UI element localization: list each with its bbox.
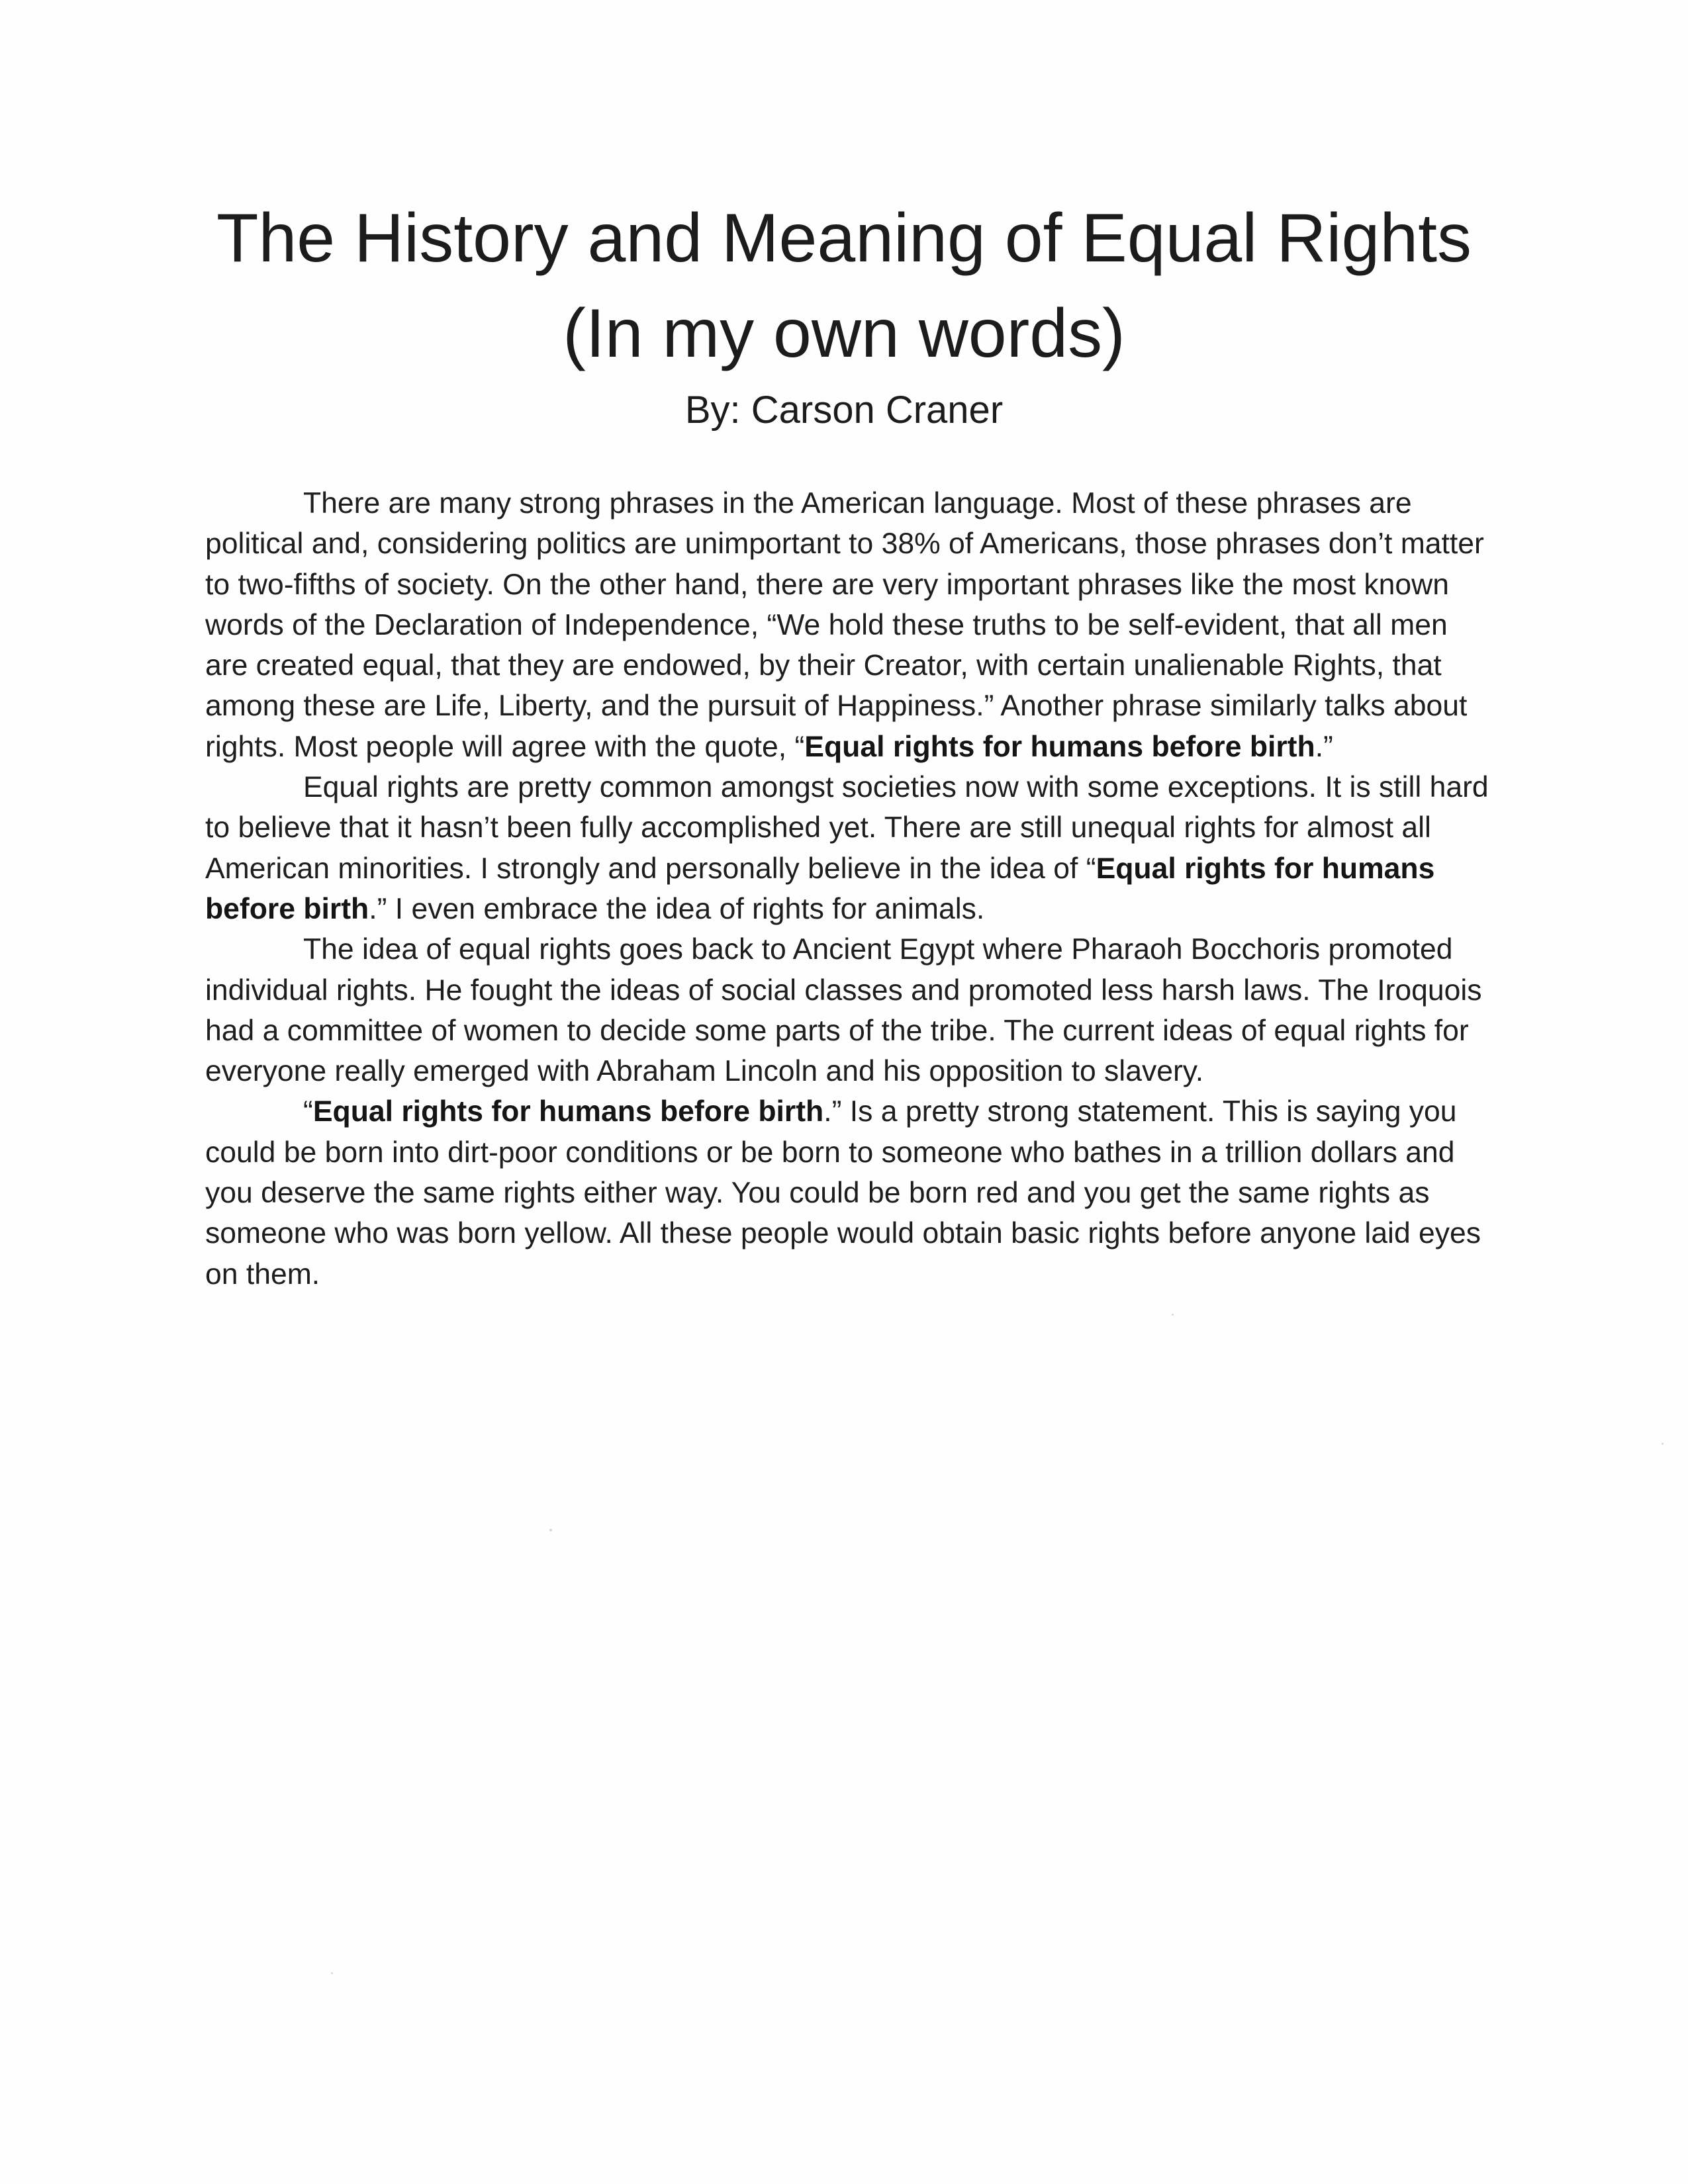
- document-title: The History and Meaning of Equal Rights (In my own words): [216, 200, 1472, 372]
- document-body: [205, 483, 1495, 1295]
- paragraph-text: There are many strong phrases in the American language. Most of these phrases are political and, considering politics are unimportant to 38% of Americans, those phrases don’t matter to two-fifths of society. On the other hand, there are very important phrases like the most known words of the Declaration of Independence, “We hold these truths to be self-evident, that all men are created equal, that they are endowed, by their Creator, with certain unalienable Rights, that among these are Life, Liberty, and the pursuit of Happiness.” Another phrase similarly talks about rights. Most people will agree with the quote, “: [205, 487, 1484, 763]
- paragraph-text: .” Is a pretty strong statement. This is saying you could be born into dirt-poor conditions or be born to someone who bathes in a trillion dollars and you deserve the same rights either way. You could be born red and you get the same rights as someone who was born yellow. All these people would obtain basic rights before anyone laid eyes on them.: [205, 1095, 1481, 1291]
- document-author: By: Carson Craner: [684, 388, 1004, 432]
- scan-speck: [1172, 1314, 1174, 1316]
- bold-quote: Equal rights for humans before birth: [312, 1095, 824, 1128]
- paragraph-text: “: [303, 1095, 313, 1128]
- scan-speck: [331, 1972, 333, 1974]
- scan-speck: [1662, 1443, 1664, 1445]
- paragraph-text: .”: [1315, 730, 1333, 763]
- body-paragraph: [205, 483, 1495, 767]
- bold-quote: Equal rights for humans before birth: [205, 852, 1435, 925]
- bold-quote: Equal rights for humans before birth: [804, 730, 1315, 763]
- paragraph-text: The idea of equal rights goes back to Ancient Egypt where Pharaoh Bocchoris promoted individual rights. He fought the ideas of social classes and promoted less harsh laws. The Iroquois had a committee of women to decide some parts of the tribe. The current ideas of equal rights for everyone really emerged with Abraham Lincoln and his opposition to slavery.: [205, 933, 1482, 1088]
- paragraph-text: .” I even embrace the idea of rights for animals.: [369, 892, 985, 925]
- body-paragraph: [205, 929, 1495, 1091]
- body-paragraph: [205, 1091, 1495, 1294]
- paragraph-text: Equal rights are pretty common amongst societies now with some exceptions. It is still hard to believe that it hasn’t been fully accomplished yet. There are still unequal rights for almost all American minorities. I strongly and personally believe in the idea of “: [205, 771, 1489, 885]
- scan-speck: [549, 1529, 552, 1531]
- body-paragraph: [205, 767, 1495, 929]
